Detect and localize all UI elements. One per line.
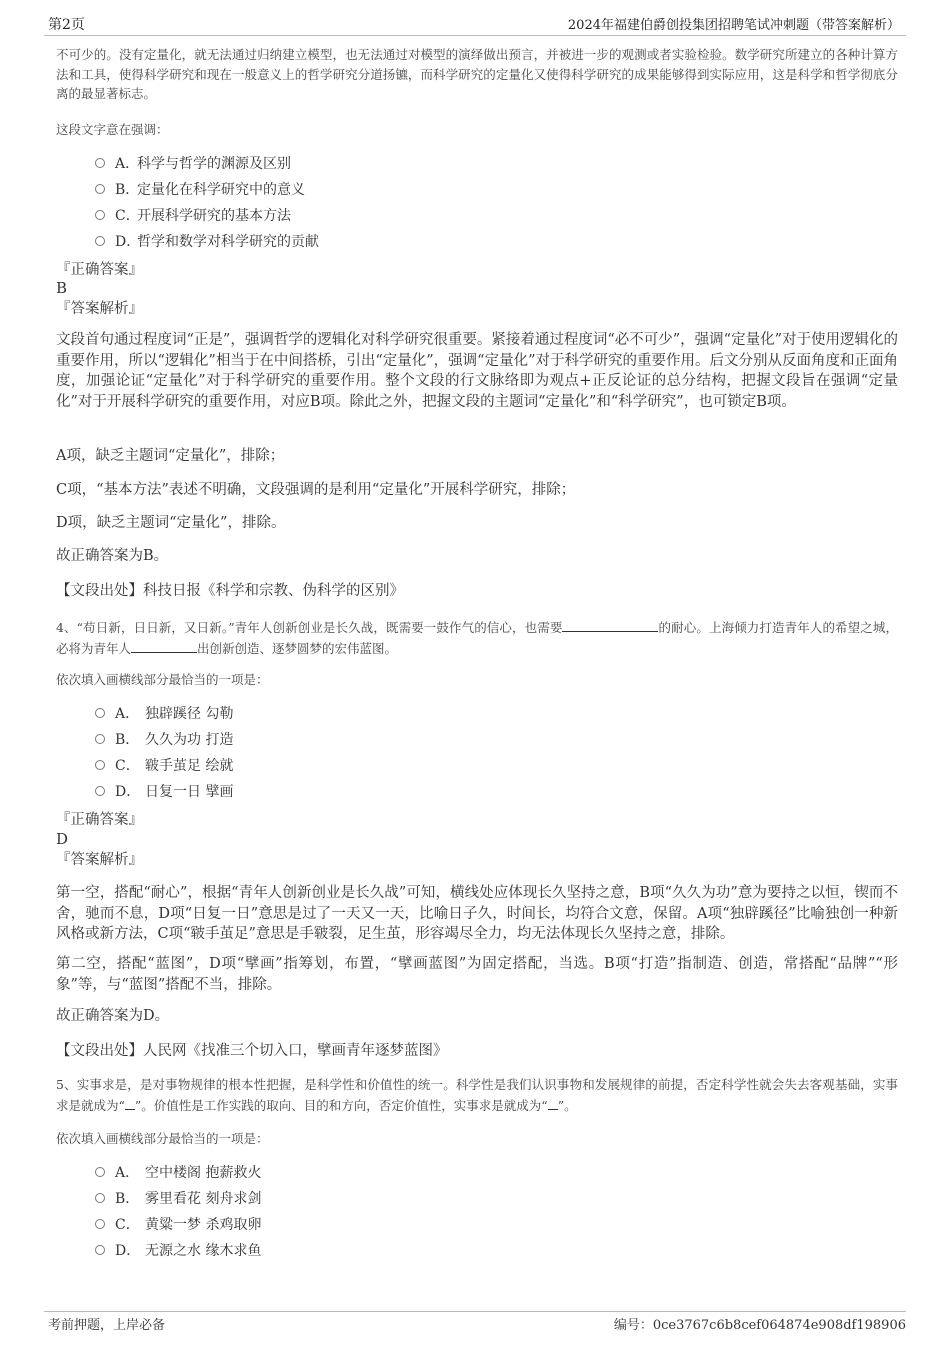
q3-conclusion: 故正确答案为B。 — [56, 548, 169, 564]
q4-analysis-label: 『答案解析』 — [56, 852, 143, 868]
q4-analysis-first: 第一空，搭配“耐心”，根据“青年人创新创业是长久战”可知，横线处应体现长久坚持之意，B项“久久为功”意为要持之以恒，锲而不舍，驰而不息，D项“日复一日”意思是过了一天又一天，比喻日子久，时间长，均符合文意，保留。A项“独辟蹊径”比喻独创一种新风格或新方法，C项“皲手茧足”意思是手皲裂，足生茧，形容竭尽全力，均无法体现长久坚持之意，排除。 — [56, 885, 898, 942]
q5-option-a[interactable]: A． 空中楼阁 抱薪救火 — [95, 1161, 261, 1185]
q4-conclusion: 故正确答案为D。 — [56, 1008, 170, 1024]
q5-option-c[interactable]: C． 黄粱一梦 杀鸡取卵 — [95, 1213, 261, 1237]
q3-passage: 不可少的。没有定量化，就无法通过归纳建立模型，也无法通过对模型的演绎做出预言，并被进一步的观测或者实验检验。数学研究所建立的各种计算方法和工具，使得科学研究和现在一般意义上的哲学研究分道扬镳，而科学研究的定量化又使得科学研究的成果能够得到实际应用，这是科学和哲学彻底分离的最显著标志。 — [56, 47, 898, 101]
q3-analysis-label: 『答案解析』 — [56, 301, 143, 317]
q5-option-b[interactable]: B． 雾里看花 刻舟求剑 — [95, 1187, 261, 1211]
radio-icon[interactable] — [95, 760, 105, 770]
q4-stem: 4、“苟日新，日日新，又日新。”青年人创新创业是长久战，既需要一鼓作气的信心，也需要 的耐心。上海倾力打造青年人的希望之城，必将为青年人 出创新创造、逐梦圆梦的宏伟蓝图。 — [56, 617, 898, 658]
footer-divider — [44, 1311, 906, 1312]
radio-icon[interactable] — [95, 1193, 105, 1203]
q3-analysis-d: D项，缺乏主题词“定量化”，排除。 — [56, 515, 286, 531]
q3-prompt: 这段文字意在强调： — [56, 122, 169, 137]
q5-option-d[interactable]: D． 无源之水 缘木求鱼 — [95, 1239, 261, 1263]
q5-blank-2[interactable] — [548, 1095, 558, 1110]
radio-icon[interactable] — [95, 1219, 105, 1229]
q5-prompt: 依次填入画横线部分最恰当的一项是： — [56, 1131, 269, 1146]
q5-blank-1[interactable] — [125, 1095, 135, 1110]
q4-blank-2[interactable] — [131, 638, 197, 653]
q4-answer: D — [56, 830, 69, 848]
radio-icon[interactable] — [95, 734, 105, 744]
q4-option-b[interactable]: B． 久久为功 打造 — [95, 728, 233, 752]
q3-analysis-a: A项，缺乏主题词“定量化”，排除； — [56, 448, 285, 464]
q4-prompt: 依次填入画横线部分最恰当的一项是： — [56, 672, 269, 687]
q3-analysis-main: 文段首句通过程度词“正是”，强调哲学的逻辑化对科学研究很重要。紧接着通过程度词“必不可少”，强调“定量化”对于使用逻辑化的重要作用，所以“逻辑化”相当于在中间搭桥，引出“定量化”，强调“定量化”对于科学研究的重要作用。后文分别从反面角度和正面角度，加强论证“定量化”对于科学研究的重要作用。整个文段的行文脉络即为观点+正反论证的总分结构，把握文段旨在强调“定量化”对于开展科学研究的重要作用，对应B项。除此之外，把握文段的主题词“定量化”和“科学研究”，也可锁定B项。 — [56, 332, 898, 410]
radio-icon[interactable] — [95, 210, 105, 220]
radio-icon[interactable] — [95, 1245, 105, 1255]
q3-source: 【文段出处】科技日报《科学和宗教、伪科学的区别》 — [56, 583, 404, 599]
radio-icon[interactable] — [95, 708, 105, 718]
q4-answer-label: 『正确答案』 — [56, 812, 143, 828]
q3-option-c[interactable]: C．开展科学研究的基本方法 — [95, 204, 291, 228]
radio-icon[interactable] — [95, 236, 105, 246]
document-title: 2024年福建伯爵创投集团招聘笔试冲刺题（带答案解析） — [567, 18, 900, 33]
page-number: 第2页 — [48, 17, 85, 33]
q3-option-d[interactable]: D．哲学和数学对科学研究的贡献 — [95, 230, 319, 254]
q4-option-c[interactable]: C． 皲手茧足 绘就 — [95, 754, 233, 778]
radio-icon[interactable] — [95, 1167, 105, 1177]
radio-icon[interactable] — [95, 158, 105, 168]
q5-stem: 5、实事求是，是对事物规律的根本性把握，是科学性和价值性的统一。科学性是我们认识事物和发展规律的前提，否定科学性就会失去客观基础，实事求是就成为“ ”。价值性是工作实践的取向、目的和方向，否定价值性，实事求是就成为“ ”。 — [56, 1077, 898, 1113]
q4-blank-1[interactable] — [562, 617, 658, 632]
q3-answer-label: 『正确答案』 — [56, 262, 143, 278]
document-id: 编号：0ce3767c6b8cef064874e908df198906 — [613, 1318, 906, 1333]
q4-option-a[interactable]: A． 独辟蹊径 勾勒 — [95, 702, 233, 726]
radio-icon[interactable] — [95, 786, 105, 796]
header-divider — [44, 35, 906, 36]
q3-answer: B — [56, 279, 68, 297]
q4-source: 【文段出处】人民网《找准三个切入口，擘画青年逐梦蓝图》 — [56, 1043, 448, 1059]
q3-option-b[interactable]: B．定量化在科学研究中的意义 — [95, 178, 305, 202]
q4-option-d[interactable]: D． 日复一日 擘画 — [95, 780, 233, 804]
q3-analysis-c: C项，“基本方法”表述不明确，文段强调的是利用“定量化”开展科学研究，排除； — [56, 482, 576, 498]
footer-slogan: 考前押题，上岸必备 — [48, 1318, 166, 1333]
radio-icon[interactable] — [95, 184, 105, 194]
q4-analysis-second: 第二空，搭配“蓝图”，D项“擘画”指筹划，布置，“擘画蓝图”为固定搭配，当选。B项“打造”指制造、创造，常搭配“品牌”“形象”等，与“蓝图”搭配不当，排除。 — [56, 956, 898, 993]
q3-option-a[interactable]: A．科学与哲学的渊源及区别 — [95, 152, 291, 176]
